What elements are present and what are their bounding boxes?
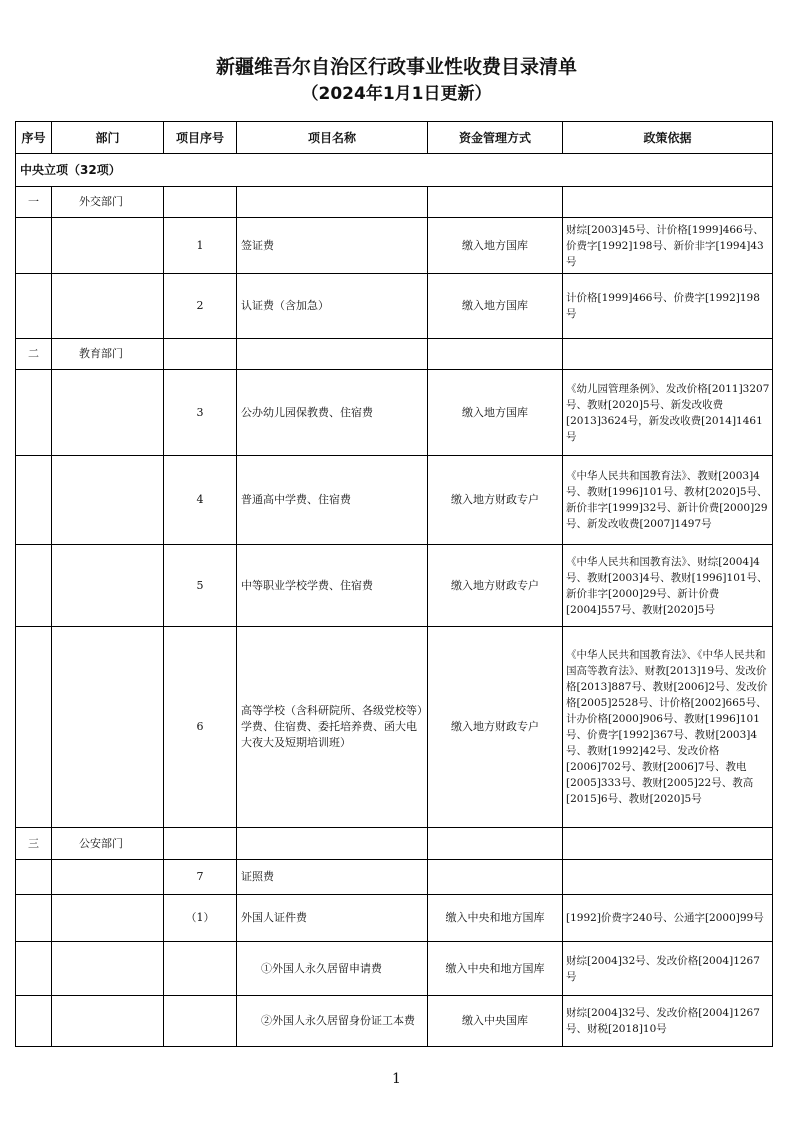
item-no: 7 bbox=[164, 860, 237, 895]
header-fund-mgmt: 资金管理方式 bbox=[428, 122, 563, 154]
dept-seq: 一 bbox=[16, 187, 52, 218]
dept-row bbox=[16, 187, 773, 218]
header-policy: 政策依据 bbox=[563, 122, 773, 154]
item-name: 公办幼儿园保教费、住宿费 bbox=[237, 370, 428, 456]
table-row bbox=[16, 860, 773, 895]
item-no: 6 bbox=[164, 627, 237, 828]
policy-basis: 计价格[1999]466号、价费字[1992]198号 bbox=[563, 274, 773, 339]
item-name: 外国人证件费 bbox=[237, 895, 428, 942]
fund-mgmt: 缴入地方财政专户 bbox=[428, 456, 563, 545]
dept-name: 公安部门 bbox=[52, 828, 164, 860]
dept-name: 外交部门 bbox=[52, 187, 164, 218]
item-no: 1 bbox=[164, 218, 237, 274]
policy-basis: 《中华人民共和国教育法》、财综[2004]4号、教财[2003]4号、教财[1996]101号、新价非字[2000]29号、新计价费[2004]557号、教财[2020]5号 bbox=[563, 545, 773, 627]
item-name: 高等学校（含科研院所、各级党校等）学费、住宿费、委托培养费、函大电大夜大及短期培训班） bbox=[237, 627, 428, 828]
item-no: 2 bbox=[164, 274, 237, 339]
table-row bbox=[16, 545, 773, 627]
item-name: 签证费 bbox=[237, 218, 428, 274]
item-no: 3 bbox=[164, 370, 237, 456]
table-row bbox=[16, 274, 773, 339]
item-name: ①外国人永久居留申请费 bbox=[237, 942, 428, 996]
item-no: （1） bbox=[164, 895, 237, 942]
item-name: 证照费 bbox=[237, 860, 428, 895]
item-name: ②外国人永久居留身份证工本费 bbox=[237, 996, 428, 1047]
header-dept: 部门 bbox=[52, 122, 164, 154]
dept-seq: 二 bbox=[16, 339, 52, 370]
header-row bbox=[16, 122, 773, 154]
fund-mgmt: 缴入地方国库 bbox=[428, 218, 563, 274]
fund-mgmt: 缴入地方国库 bbox=[428, 274, 563, 339]
header-seq: 序号 bbox=[16, 122, 52, 154]
page-number: 1 bbox=[392, 1071, 401, 1087]
dept-name: 教育部门 bbox=[52, 339, 164, 370]
policy-basis: 财综[2004]32号、发改价格[2004]1267号 bbox=[563, 942, 773, 996]
document-title: 新疆维吾尔自治区行政事业性收费目录清单 bbox=[215, 56, 577, 78]
dept-row bbox=[16, 339, 773, 370]
header-item-no: 项目序号 bbox=[164, 122, 237, 154]
item-no: 5 bbox=[164, 545, 237, 627]
header-item-name: 项目名称 bbox=[237, 122, 428, 154]
table-row bbox=[16, 627, 773, 828]
item-name: 认证费（含加急） bbox=[237, 274, 428, 339]
table-row bbox=[16, 895, 773, 942]
policy-basis: 财综[2004]32号、发改价格[2004]1267号、财税[2018]10号 bbox=[563, 996, 773, 1047]
table-row bbox=[16, 218, 773, 274]
fund-mgmt: 缴入中央国库 bbox=[428, 996, 563, 1047]
fund-mgmt: 缴入地方财政专户 bbox=[428, 627, 563, 828]
fee-catalog-table bbox=[15, 121, 773, 1047]
table-row bbox=[16, 942, 773, 996]
policy-basis: 《中华人民共和国教育法》、教财[2003]4号、教财[1996]101号、教材[2020]5号、新价非字[1999]32号、新计价费[2000]29号、新发改收费[2007]1497号 bbox=[563, 456, 773, 545]
item-name: 中等职业学校学费、住宿费 bbox=[237, 545, 428, 627]
policy-basis: 财综[2003]45号、计价格[1999]466号、价费字[1992]198号、新价非字[1994]43号 bbox=[563, 218, 773, 274]
table-row bbox=[16, 370, 773, 456]
item-no: 4 bbox=[164, 456, 237, 545]
policy-basis: 《幼儿园管理条例》、发改价格[2011]3207号、教财[2020]5号、新发改收费[2013]3624号，新发改收费[2014]1461号 bbox=[563, 370, 773, 456]
policy-basis: [1992]价费字240号、公通字[2000]99号 bbox=[563, 895, 773, 942]
fund-mgmt: 缴入地方财政专户 bbox=[428, 545, 563, 627]
table-row bbox=[16, 456, 773, 545]
fund-mgmt: 缴入中央和地方国库 bbox=[428, 942, 563, 996]
section-title: 中央立项（32项） bbox=[16, 154, 773, 187]
item-name: 普通高中学费、住宿费 bbox=[237, 456, 428, 545]
fund-mgmt: 缴入中央和地方国库 bbox=[428, 895, 563, 942]
dept-seq: 三 bbox=[16, 828, 52, 860]
policy-basis: 《中华人民共和国教育法》、《中华人民共和国高等教育法》、财教[2013]19号、发改价格[2013]887号、教财[2006]2号、发改价格[2005]2528号、计价格[2002]665号、计办价格[2000]906号、教财[1996]101号、价费字[1992]367号、教财[2003]4号、教财[1992]42号、发改价格[2006]702号、教财[2006]7号、教电[2005]333号、教财[2005]22号、教高[2015]6号、教财[2020]5号 bbox=[563, 627, 773, 828]
document-subtitle: （2024年1月1日更新） bbox=[301, 84, 492, 104]
section-row bbox=[16, 154, 773, 187]
fund-mgmt: 缴入地方国库 bbox=[428, 370, 563, 456]
dept-row bbox=[16, 828, 773, 860]
table-row bbox=[16, 996, 773, 1047]
